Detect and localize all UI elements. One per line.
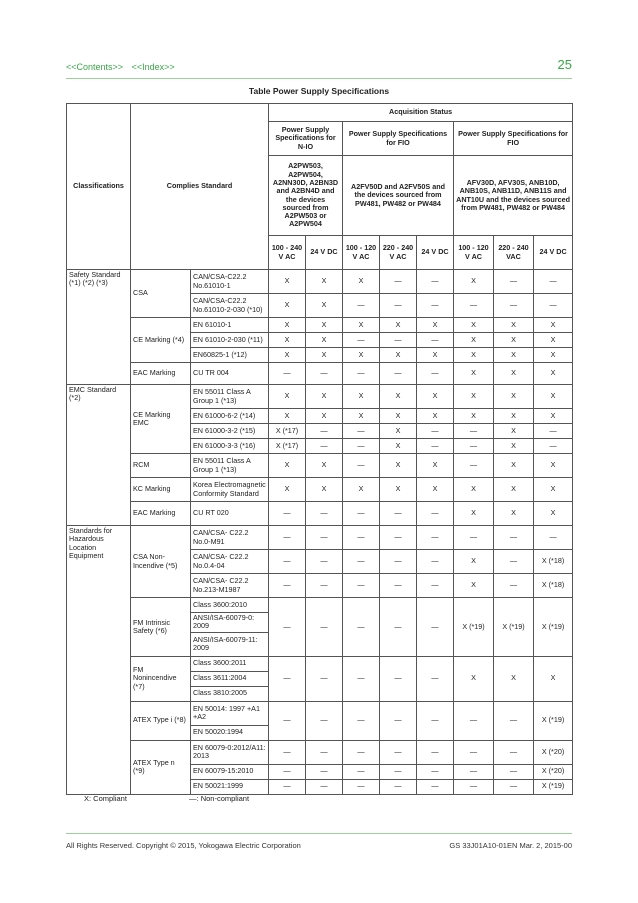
status-cell: X	[269, 294, 306, 318]
status-cell: X	[380, 424, 417, 439]
status-cell: X	[534, 409, 573, 424]
status-cell: X	[417, 318, 454, 333]
table-row	[67, 478, 573, 502]
standard-name: EN 61000-3-2 (*15)	[191, 424, 269, 439]
standard-name: Class 3600:2010	[191, 598, 269, 613]
voltage-cell: 220 - 240 V AC	[380, 236, 417, 270]
status-cell: X	[343, 348, 380, 363]
voltage-cell: 24 V DC	[306, 236, 343, 270]
status-cell: X	[534, 333, 573, 348]
group-emc-standard: EMC Standard (*2)	[67, 385, 131, 526]
table-row	[67, 454, 573, 478]
status-cell: —	[269, 363, 306, 385]
status-cell: X	[417, 409, 454, 424]
status-cell: X	[494, 656, 534, 701]
sub-ce-marking: CE Marking (*4)	[131, 318, 191, 363]
status-cell: —	[380, 550, 417, 574]
status-cell: X (*20)	[534, 764, 573, 779]
status-cell: X	[494, 454, 534, 478]
standard-name: CU TR 004	[191, 363, 269, 385]
status-cell: X	[380, 318, 417, 333]
status-cell: —	[306, 526, 343, 550]
status-cell: X	[454, 478, 494, 502]
status-cell: X	[534, 656, 573, 701]
status-cell: —	[306, 439, 343, 454]
status-cell: —	[343, 574, 380, 598]
status-cell: X	[454, 333, 494, 348]
status-cell: —	[494, 701, 534, 740]
status-cell: —	[343, 526, 380, 550]
status-cell: X	[454, 348, 494, 363]
status-cell: —	[343, 740, 380, 764]
status-cell: —	[306, 424, 343, 439]
status-cell: X	[306, 454, 343, 478]
status-cell: —	[417, 270, 454, 294]
standard-name: EN 61000-6-2 (*14)	[191, 409, 269, 424]
standard-name: Class 3600:2011	[191, 656, 269, 671]
status-cell: —	[454, 764, 494, 779]
status-cell: —	[534, 424, 573, 439]
status-cell: —	[417, 701, 454, 740]
status-cell: —	[454, 740, 494, 764]
status-cell: —	[306, 656, 343, 701]
voltage-cell: 220 - 240 VAC	[494, 236, 534, 270]
status-cell: —	[306, 764, 343, 779]
group-safety-standard: Safety Standard (*1) (*2) (*3)	[67, 270, 131, 385]
status-cell: X	[380, 348, 417, 363]
status-cell: —	[269, 779, 306, 794]
status-cell: —	[380, 779, 417, 794]
status-cell: X	[454, 574, 494, 598]
standard-name: EN 50020:1994	[191, 725, 269, 740]
standard-name: EN60825-1 (*12)	[191, 348, 269, 363]
status-cell: X	[534, 502, 573, 526]
header-group-nio: Power Supply Specifications for N-IO	[269, 122, 343, 156]
status-cell: X	[380, 409, 417, 424]
standard-name: EN 50021:1999	[191, 779, 269, 794]
status-cell: —	[380, 333, 417, 348]
page-header	[66, 57, 572, 77]
status-cell: —	[454, 701, 494, 740]
footer-divider	[66, 833, 572, 834]
table-row	[67, 270, 573, 294]
power-supply-spec-table	[66, 103, 573, 795]
status-cell: X	[343, 318, 380, 333]
status-cell: —	[306, 740, 343, 764]
status-cell: —	[269, 701, 306, 740]
status-cell: X	[454, 656, 494, 701]
status-cell: —	[343, 333, 380, 348]
status-cell: —	[494, 270, 534, 294]
status-cell: —	[417, 439, 454, 454]
status-cell: —	[306, 701, 343, 740]
status-cell: —	[494, 294, 534, 318]
table-row	[67, 502, 573, 526]
status-cell: X	[417, 478, 454, 502]
status-cell: —	[494, 526, 534, 550]
standard-name: Class 3611:2004	[191, 671, 269, 686]
status-cell: X	[343, 270, 380, 294]
status-cell: X	[306, 409, 343, 424]
status-cell: X	[494, 439, 534, 454]
modules-nio: A2PW503, A2PW504, A2NN30D, A2BN3D and A2BN4D and the devices sourced from A2PW503 or A2PW504	[269, 156, 343, 236]
status-cell: X	[269, 348, 306, 363]
status-cell: X (*19)	[534, 701, 573, 740]
status-cell: —	[417, 526, 454, 550]
status-cell: —	[454, 454, 494, 478]
status-cell: —	[380, 701, 417, 740]
status-cell: X	[494, 502, 534, 526]
status-cell: X	[380, 454, 417, 478]
status-cell: —	[494, 574, 534, 598]
status-cell: —	[269, 740, 306, 764]
voltage-cell: 24 V DC	[417, 236, 454, 270]
status-cell: X	[306, 333, 343, 348]
sub-atex-type-i: ATEX Type i (*8)	[131, 701, 191, 740]
status-cell: —	[269, 526, 306, 550]
standard-name: ANSI/ISA-60079-11: 2009	[191, 632, 269, 656]
legend-compliant: X: Compliant	[84, 794, 127, 803]
status-cell: X	[269, 270, 306, 294]
status-cell: X	[494, 333, 534, 348]
index-link[interactable]: <<Index>>	[131, 62, 175, 72]
status-cell: —	[380, 502, 417, 526]
status-cell: X	[494, 478, 534, 502]
status-cell: —	[454, 526, 494, 550]
status-cell: X (*17)	[269, 439, 306, 454]
status-cell: —	[343, 363, 380, 385]
voltage-cell: 100 - 120 V AC	[454, 236, 494, 270]
status-cell: X	[380, 439, 417, 454]
status-cell: X (*18)	[534, 550, 573, 574]
status-cell: X	[494, 385, 534, 409]
modules-fio-2: AFV30D, AFV30S, ANB10D, ANB10S, ANB11D, ANB11S and ANT10U and the devices sourced from PW481, PW482 or PW484	[454, 156, 573, 236]
status-cell: —	[380, 740, 417, 764]
standard-name: CAN/CSA- C22.2 No.0.4-04	[191, 550, 269, 574]
status-cell: X	[269, 318, 306, 333]
status-cell: X	[380, 385, 417, 409]
status-cell: —	[417, 333, 454, 348]
status-cell: —	[417, 550, 454, 574]
status-cell: X (*20)	[534, 740, 573, 764]
table-row	[67, 656, 573, 671]
status-cell: —	[269, 550, 306, 574]
status-cell: —	[343, 656, 380, 701]
table-row	[67, 526, 573, 550]
status-cell: X	[417, 385, 454, 409]
header-group-fio-1: Power Supply Specifications for FIO	[343, 122, 454, 156]
status-cell: —	[534, 439, 573, 454]
status-cell: —	[306, 363, 343, 385]
voltage-cell: 100 - 120 V AC	[343, 236, 380, 270]
status-cell: —	[306, 779, 343, 794]
status-cell: X	[454, 270, 494, 294]
sub-atex-type-n: ATEX Type n (*9)	[131, 740, 191, 794]
status-cell: X	[454, 409, 494, 424]
table-row	[67, 363, 573, 385]
status-cell: X	[454, 385, 494, 409]
status-cell: —	[380, 270, 417, 294]
status-cell: —	[306, 550, 343, 574]
status-cell: —	[494, 550, 534, 574]
status-cell: X	[417, 454, 454, 478]
status-cell: X	[494, 409, 534, 424]
status-cell: —	[343, 550, 380, 574]
status-cell: X	[454, 502, 494, 526]
status-cell: —	[269, 574, 306, 598]
contents-link[interactable]: <<Contents>>	[66, 62, 124, 72]
table-row	[67, 740, 573, 764]
page-number: 25	[557, 57, 572, 72]
status-cell: X	[343, 478, 380, 502]
standard-name: EN 61010-1	[191, 318, 269, 333]
status-cell: X	[306, 385, 343, 409]
sub-csa: CSA	[131, 270, 191, 318]
status-cell: —	[454, 294, 494, 318]
standard-name: CAN/CSA- C22.2 No.213-M1987	[191, 574, 269, 598]
standard-name: Class 3810:2005	[191, 686, 269, 701]
standard-name: Korea Electromagnetic Conformity Standard	[191, 478, 269, 502]
status-cell: —	[269, 598, 306, 657]
standard-name: EN 61000-3-3 (*16)	[191, 439, 269, 454]
status-cell: X	[534, 454, 573, 478]
status-cell: —	[454, 424, 494, 439]
header-complies-standard: Complies Standard	[131, 104, 269, 270]
table-row	[67, 598, 573, 613]
table-title: Table Power Supply Specifications	[248, 86, 390, 96]
status-cell: —	[417, 779, 454, 794]
status-cell: —	[417, 740, 454, 764]
status-cell: —	[343, 294, 380, 318]
header-acquisition-status: Acquisition Status	[269, 104, 573, 122]
standard-name: EN 60079-0:2012/A11: 2013	[191, 740, 269, 764]
status-cell: —	[380, 294, 417, 318]
table-row	[67, 701, 573, 725]
nav-links	[66, 62, 181, 72]
status-cell: —	[417, 424, 454, 439]
status-cell: —	[343, 779, 380, 794]
status-cell: —	[343, 598, 380, 657]
status-cell: X	[534, 318, 573, 333]
status-cell: —	[343, 424, 380, 439]
status-cell: X (*19)	[534, 598, 573, 657]
status-cell: X	[269, 478, 306, 502]
standard-name: ANSI/ISA-60079-0: 2009	[191, 613, 269, 633]
status-cell: X	[417, 348, 454, 363]
status-cell: —	[417, 764, 454, 779]
status-cell: X	[343, 409, 380, 424]
voltage-cell: 24 V DC	[534, 236, 573, 270]
status-cell: X (*19)	[494, 598, 534, 657]
status-cell: X	[454, 550, 494, 574]
status-cell: —	[494, 740, 534, 764]
standard-name: EN 61010-2-030 (*11)	[191, 333, 269, 348]
status-cell: X	[534, 363, 573, 385]
status-cell: X	[454, 318, 494, 333]
status-cell: X	[534, 385, 573, 409]
status-cell: X	[306, 294, 343, 318]
legend	[84, 794, 309, 803]
status-cell: —	[417, 656, 454, 701]
status-cell: X (*18)	[534, 574, 573, 598]
status-cell: —	[269, 502, 306, 526]
status-cell: —	[343, 701, 380, 740]
status-cell: X (*19)	[454, 598, 494, 657]
footer-doc-id: GS 33J01A10-01EN Mar. 2, 2015-00	[449, 841, 572, 850]
status-cell: —	[380, 526, 417, 550]
status-cell: X	[380, 478, 417, 502]
status-cell: —	[269, 656, 306, 701]
sub-eac-marking-emc: EAC Marking	[131, 502, 191, 526]
status-cell: —	[494, 764, 534, 779]
status-cell: —	[417, 294, 454, 318]
status-cell: —	[306, 598, 343, 657]
modules-fio-1: A2FV50D and A2FV50S and the devices sourced from PW481, PW482 or PW484	[343, 156, 454, 236]
status-cell: X	[269, 385, 306, 409]
table-row	[67, 385, 573, 409]
header-group-fio-2: Power Supply Specifications for FIO	[454, 122, 573, 156]
status-cell: X (*17)	[269, 424, 306, 439]
status-cell: —	[534, 294, 573, 318]
status-cell: —	[380, 656, 417, 701]
status-cell: X	[306, 270, 343, 294]
status-cell: —	[534, 270, 573, 294]
status-cell: —	[454, 779, 494, 794]
status-cell: X	[306, 318, 343, 333]
status-cell: X	[343, 385, 380, 409]
status-cell: —	[269, 764, 306, 779]
standard-name: EN 55011 Class A Group 1 (*13)	[191, 454, 269, 478]
header-classifications: Classifications	[67, 104, 131, 270]
status-cell: X	[454, 363, 494, 385]
status-cell: —	[417, 363, 454, 385]
status-cell: —	[494, 779, 534, 794]
status-cell: X	[269, 454, 306, 478]
sub-csa-non-incendive: CSA Non-Incendive (*5)	[131, 526, 191, 598]
standard-name: EN 55011 Class A Group 1 (*13)	[191, 385, 269, 409]
status-cell: —	[417, 574, 454, 598]
standard-name: CAN/CSA-C22.2 No.61010-2-030 (*10)	[191, 294, 269, 318]
sub-kc-marking: KC Marking	[131, 478, 191, 502]
status-cell: —	[454, 439, 494, 454]
status-cell: —	[380, 764, 417, 779]
status-cell: X	[494, 424, 534, 439]
status-cell: —	[306, 502, 343, 526]
status-cell: X	[534, 348, 573, 363]
standard-name: EN 50014: 1997 +A1 +A2	[191, 701, 269, 725]
sub-eac-marking: EAC Marking	[131, 363, 191, 385]
standard-name: EN 60079-15:2010	[191, 764, 269, 779]
status-cell: —	[343, 439, 380, 454]
standard-name: CAN/CSA- C22.2 No.0-M91	[191, 526, 269, 550]
status-cell: —	[306, 574, 343, 598]
status-cell: X	[269, 409, 306, 424]
status-cell: —	[417, 598, 454, 657]
status-cell: —	[343, 502, 380, 526]
sub-rcm: RCM	[131, 454, 191, 478]
group-hazardous-location: Standards for Hazardous Location Equipment	[67, 526, 131, 795]
status-cell: X	[494, 348, 534, 363]
standard-name: CU RT 020	[191, 502, 269, 526]
voltage-cell: 100 - 240 V AC	[269, 236, 306, 270]
status-cell: X	[494, 318, 534, 333]
sub-fm-nonincendive: FM Nonincendive (*7)	[131, 656, 191, 701]
standard-name: CAN/CSA-C22.2 No.61010-1	[191, 270, 269, 294]
status-cell: X	[306, 478, 343, 502]
status-cell: —	[380, 363, 417, 385]
table-row	[67, 318, 573, 333]
status-cell: —	[343, 764, 380, 779]
footer-copyright: All Rights Reserved. Copyright © 2015, Yokogawa Electric Corporation	[66, 841, 301, 850]
status-cell: —	[534, 526, 573, 550]
status-cell: X	[494, 363, 534, 385]
status-cell: —	[343, 454, 380, 478]
status-cell: X	[306, 348, 343, 363]
status-cell: X	[534, 478, 573, 502]
header-divider	[66, 78, 572, 79]
legend-non-compliant: —: Non-compliant	[189, 794, 250, 803]
sub-ce-marking-emc: CE Marking EMC	[131, 385, 191, 454]
sub-fm-intrinsic-safety: FM Intrinsic Safety (*6)	[131, 598, 191, 657]
status-cell: —	[380, 598, 417, 657]
status-cell: —	[417, 502, 454, 526]
status-cell: —	[380, 574, 417, 598]
status-cell: X (*19)	[534, 779, 573, 794]
status-cell: X	[269, 333, 306, 348]
